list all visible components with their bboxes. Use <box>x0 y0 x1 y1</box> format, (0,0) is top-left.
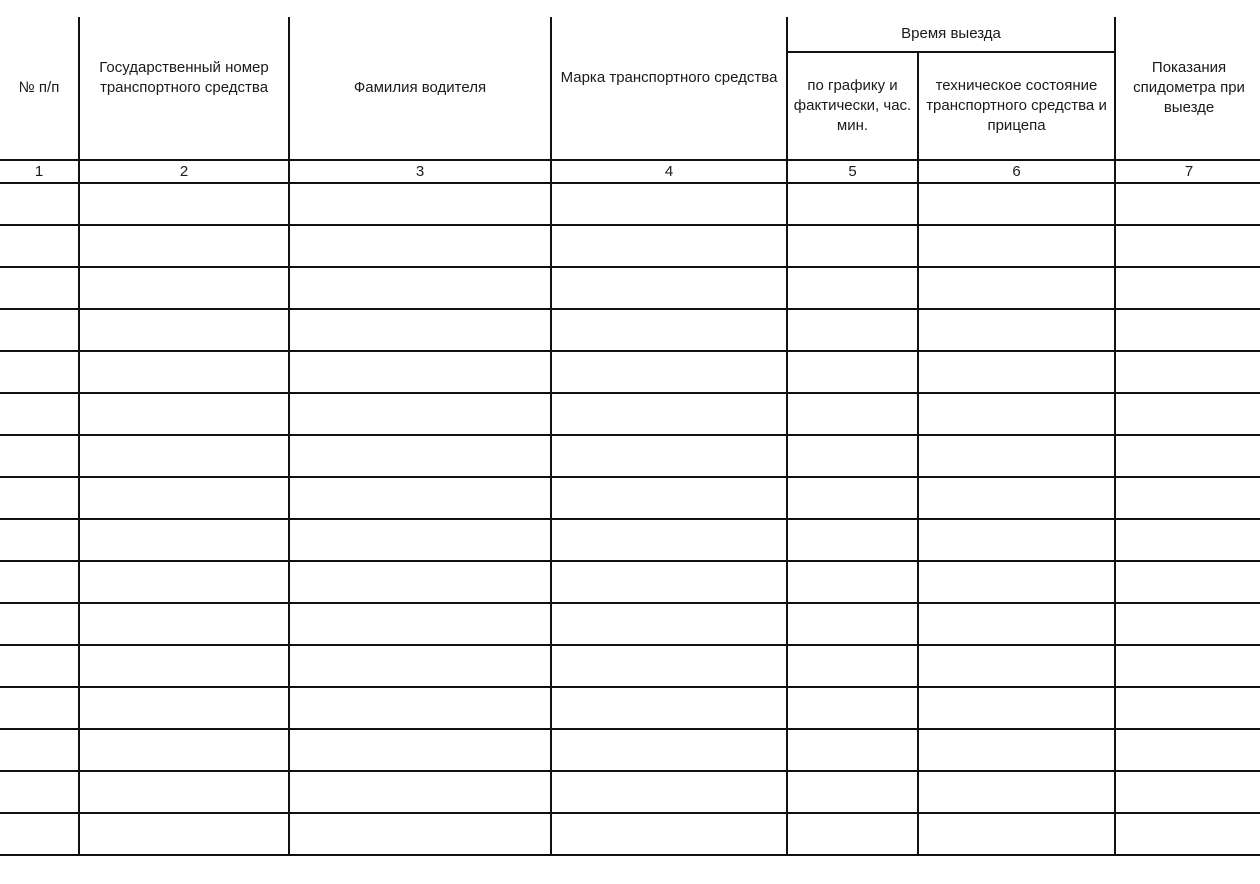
table-cell-col-4[interactable] <box>551 645 787 687</box>
table-cell-col-3[interactable] <box>289 561 551 603</box>
table-cell-col-6[interactable] <box>918 561 1115 603</box>
table-cell-col-1[interactable] <box>0 519 79 561</box>
table-cell-col-3[interactable] <box>289 603 551 645</box>
table-cell-col-3[interactable] <box>289 813 551 855</box>
table-cell-col-5[interactable] <box>787 771 918 813</box>
header-vehicle-make-label: Марка транспортного средства <box>560 69 778 86</box>
table-cell-col-2[interactable] <box>79 813 289 855</box>
column-number-4: 4 <box>551 160 787 183</box>
table-row <box>0 645 1260 687</box>
column-number-7: 7 <box>1115 160 1260 183</box>
table-cell-col-4[interactable] <box>551 519 787 561</box>
vehicle-departure-log-table <box>0 17 1260 856</box>
table-cell-col-7[interactable] <box>1115 729 1260 771</box>
table-cell-col-1[interactable] <box>0 729 79 771</box>
table-cell-col-5[interactable] <box>787 435 918 477</box>
table-cell-col-4[interactable] <box>551 729 787 771</box>
column-number-1: 1 <box>0 160 79 183</box>
table-cell-col-2[interactable] <box>79 351 289 393</box>
header-odometer <box>1115 17 1260 160</box>
table-cell-col-4[interactable] <box>551 393 787 435</box>
table-cell-col-5[interactable] <box>787 603 918 645</box>
table-cell-col-7[interactable] <box>1115 435 1260 477</box>
table-cell-col-6[interactable] <box>918 771 1115 813</box>
table-cell-col-1[interactable] <box>0 393 79 435</box>
table-cell-col-4[interactable] <box>551 561 787 603</box>
table-cell-col-4[interactable] <box>551 435 787 477</box>
header-odometer-label: Показания спидометра при выезде <box>1133 59 1245 116</box>
table-row <box>0 435 1260 477</box>
table-cell-col-2[interactable] <box>79 183 289 225</box>
table-row <box>0 183 1260 225</box>
table-cell-col-4[interactable] <box>551 813 787 855</box>
header-technical-condition <box>918 52 1115 160</box>
table-cell-col-5[interactable] <box>787 267 918 309</box>
table-cell-col-6[interactable] <box>918 393 1115 435</box>
table-cell-col-3[interactable] <box>289 393 551 435</box>
table-row <box>0 267 1260 309</box>
table-cell-col-4[interactable] <box>551 687 787 729</box>
table-cell-col-4[interactable] <box>551 309 787 351</box>
table-cell-col-3[interactable] <box>289 729 551 771</box>
header-vehicle-plate <box>79 17 289 160</box>
table-cell-col-5[interactable] <box>787 393 918 435</box>
table-cell-col-2[interactable] <box>79 435 289 477</box>
table-row <box>0 687 1260 729</box>
header-row-number-label: № п/п <box>18 79 60 96</box>
header-vehicle-plate-label: Государственный номер транспортного средства <box>99 59 269 96</box>
table-cell-col-6[interactable] <box>918 225 1115 267</box>
table-row <box>0 351 1260 393</box>
table-cell-col-3[interactable] <box>289 267 551 309</box>
table-cell-col-1[interactable] <box>0 687 79 729</box>
table-cell-col-5[interactable] <box>787 351 918 393</box>
table-cell-col-5[interactable] <box>787 225 918 267</box>
table-cell-col-5[interactable] <box>787 729 918 771</box>
table-cell-col-7[interactable] <box>1115 267 1260 309</box>
header-schedule-actual-label: по графику и фактически, час. мин. <box>793 77 912 134</box>
table-cell-col-7[interactable] <box>1115 645 1260 687</box>
table-cell-col-4[interactable] <box>551 267 787 309</box>
table-cell-col-3[interactable] <box>289 351 551 393</box>
table-cell-col-4[interactable] <box>551 183 787 225</box>
table-cell-col-1[interactable] <box>0 351 79 393</box>
table-cell-col-2[interactable] <box>79 645 289 687</box>
table-cell-col-3[interactable] <box>289 225 551 267</box>
header-departure-time-group <box>787 17 1115 52</box>
table-cell-col-4[interactable] <box>551 225 787 267</box>
table-cell-col-1[interactable] <box>0 309 79 351</box>
header-schedule-actual <box>787 52 918 160</box>
header-row-number <box>0 17 79 160</box>
table-cell-col-1[interactable] <box>0 225 79 267</box>
table-cell-col-2[interactable] <box>79 561 289 603</box>
table-cell-col-6[interactable] <box>918 351 1115 393</box>
table-cell-col-1[interactable] <box>0 435 79 477</box>
column-number-3: 3 <box>289 160 551 183</box>
table-cell-col-1[interactable] <box>0 813 79 855</box>
table-cell-col-3[interactable] <box>289 645 551 687</box>
table-cell-col-6[interactable] <box>918 267 1115 309</box>
table-cell-col-7[interactable] <box>1115 813 1260 855</box>
table-cell-col-7[interactable] <box>1115 225 1260 267</box>
table-cell-col-5[interactable] <box>787 519 918 561</box>
table-row <box>0 561 1260 603</box>
header-technical-condition-label: техническое состояние транспортного средства и прицепа <box>926 77 1107 134</box>
table-cell-col-5[interactable] <box>787 561 918 603</box>
table-cell-col-3[interactable] <box>289 687 551 729</box>
table-cell-col-4[interactable] <box>551 477 787 519</box>
table-cell-col-6[interactable] <box>918 519 1115 561</box>
table-cell-col-1[interactable] <box>0 183 79 225</box>
table-cell-col-1[interactable] <box>0 645 79 687</box>
table-cell-col-2[interactable] <box>79 519 289 561</box>
table-cell-col-2[interactable] <box>79 687 289 729</box>
table-cell-col-6[interactable] <box>918 729 1115 771</box>
table-cell-col-7[interactable] <box>1115 393 1260 435</box>
table-cell-col-3[interactable] <box>289 309 551 351</box>
table-cell-col-2[interactable] <box>79 771 289 813</box>
header-row-top <box>0 17 1260 52</box>
table-cell-col-4[interactable] <box>551 771 787 813</box>
table-row <box>0 519 1260 561</box>
table-cell-col-6[interactable] <box>918 813 1115 855</box>
table-row <box>0 309 1260 351</box>
table-cell-col-2[interactable] <box>79 393 289 435</box>
table-cell-col-5[interactable] <box>787 813 918 855</box>
table-row <box>0 813 1260 855</box>
table-cell-col-3[interactable] <box>289 435 551 477</box>
table-cell-col-2[interactable] <box>79 729 289 771</box>
table-row <box>0 603 1260 645</box>
header-vehicle-make <box>551 17 787 160</box>
table-cell-col-4[interactable] <box>551 603 787 645</box>
table-row <box>0 477 1260 519</box>
table-cell-col-7[interactable] <box>1115 603 1260 645</box>
table-cell-col-1[interactable] <box>0 771 79 813</box>
table-cell-col-3[interactable] <box>289 771 551 813</box>
table-cell-col-1[interactable] <box>0 267 79 309</box>
table-cell-col-1[interactable] <box>0 603 79 645</box>
table-row <box>0 393 1260 435</box>
table-cell-col-7[interactable] <box>1115 519 1260 561</box>
column-number-5: 5 <box>787 160 918 183</box>
table-row <box>0 771 1260 813</box>
table-cell-col-1[interactable] <box>0 477 79 519</box>
table-cell-col-6[interactable] <box>918 309 1115 351</box>
column-number-2: 2 <box>79 160 289 183</box>
header-driver-surname <box>289 17 551 160</box>
table-cell-col-7[interactable] <box>1115 183 1260 225</box>
table-cell-col-2[interactable] <box>79 225 289 267</box>
table-cell-col-6[interactable] <box>918 435 1115 477</box>
table-cell-col-5[interactable] <box>787 477 918 519</box>
table-cell-col-2[interactable] <box>79 603 289 645</box>
table-cell-col-7[interactable] <box>1115 477 1260 519</box>
table-cell-col-3[interactable] <box>289 477 551 519</box>
table-cell-col-6[interactable] <box>918 687 1115 729</box>
table-cell-col-6[interactable] <box>918 183 1115 225</box>
table-cell-col-5[interactable] <box>787 645 918 687</box>
table-cell-col-7[interactable] <box>1115 561 1260 603</box>
table-cell-col-7[interactable] <box>1115 309 1260 351</box>
column-number-6: 6 <box>918 160 1115 183</box>
table-cell-col-7[interactable] <box>1115 351 1260 393</box>
table-cell-col-4[interactable] <box>551 351 787 393</box>
table-cell-col-2[interactable] <box>79 309 289 351</box>
table-cell-col-5[interactable] <box>787 309 918 351</box>
table-cell-col-6[interactable] <box>918 645 1115 687</box>
table-cell-col-3[interactable] <box>289 183 551 225</box>
table-cell-col-7[interactable] <box>1115 687 1260 729</box>
table-cell-col-6[interactable] <box>918 477 1115 519</box>
table-cell-col-2[interactable] <box>79 477 289 519</box>
table-row <box>0 729 1260 771</box>
table-cell-col-3[interactable] <box>289 519 551 561</box>
header-departure-time-label: Время выезда <box>901 25 1001 42</box>
table-cell-col-6[interactable] <box>918 603 1115 645</box>
table-cell-col-2[interactable] <box>79 267 289 309</box>
table-cell-col-1[interactable] <box>0 561 79 603</box>
column-number-row <box>0 160 1260 183</box>
table-cell-col-5[interactable] <box>787 183 918 225</box>
table-row <box>0 225 1260 267</box>
header-driver-surname-label: Фамилия водителя <box>353 79 487 96</box>
table-cell-col-5[interactable] <box>787 687 918 729</box>
table-cell-col-7[interactable] <box>1115 771 1260 813</box>
